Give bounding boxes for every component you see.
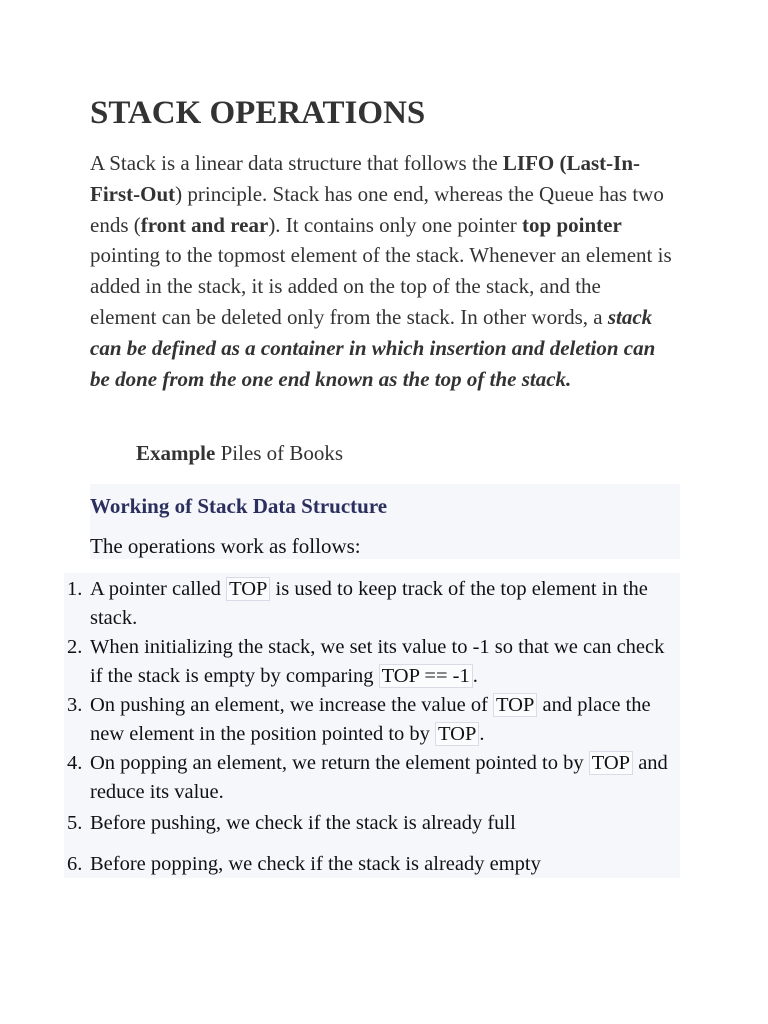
example-text: Piles of Books [215, 441, 344, 465]
step-text: When initializing the stack, we set its value to -1 so that we can check if the stack is empty by comparing [90, 636, 665, 687]
intro-text-3: ). It contains only one pointer [268, 212, 523, 237]
code-top: TOP [226, 577, 270, 601]
step-text: . [479, 723, 485, 745]
list-number: 3. [67, 694, 83, 716]
code-top: TOP [589, 751, 633, 775]
working-section [90, 484, 680, 559]
intro-text-2: ) principle. Stack has one end, whereas the Queue has two ends ( [90, 181, 664, 237]
list-item [64, 575, 680, 633]
step-text: is used to keep track of the top element in the stack. [90, 578, 648, 629]
stack-definition: stack can be defined as a container in which insertion and deletion can be done from the one end known as the top of the stack. [90, 304, 656, 391]
code-top: TOP [435, 722, 479, 746]
top-pointer-term: top pointer [522, 212, 622, 237]
lifo-term: LIFO (Last-In-First-Out [90, 151, 640, 206]
working-subtitle: The operations work as follows: [90, 534, 361, 558]
front-rear-term: front and rear [140, 212, 269, 237]
list-number: 6. [67, 853, 83, 875]
code-top: TOP [493, 693, 537, 717]
page-title: STACK OPERATIONS [90, 95, 426, 131]
working-heading: Working of Stack Data Structure [90, 494, 388, 518]
step-text: and reduce its value. [90, 752, 668, 803]
steps-section [64, 573, 680, 878]
step-text: Before popping, we check if the stack is already empty [90, 853, 541, 875]
example-line [136, 438, 343, 468]
list-item [64, 633, 680, 691]
intro-paragraph [90, 148, 672, 394]
step-text: On popping an element, we return the element pointed to by [90, 752, 589, 774]
intro-text-1: A Stack is a linear data structure that follows the [90, 151, 503, 175]
list-number: 2. [67, 636, 83, 658]
list-number: 4. [67, 752, 83, 774]
step-text: . [472, 665, 478, 687]
step-text: Before pushing, we check if the stack is already full [90, 812, 516, 834]
step-text: A pointer called [90, 578, 227, 600]
list-number: 5. [67, 812, 83, 834]
example-label: Example [136, 441, 216, 465]
list-number: 1. [67, 578, 83, 600]
step-text: and place the new element in the position pointed to by [90, 694, 651, 745]
step-text: On pushing an element, we increase the value of [90, 694, 494, 716]
list-item [64, 749, 680, 807]
list-item [64, 691, 680, 749]
list-item [64, 809, 680, 838]
intro-text-4: pointing to the topmost element of the stack. Whenever an element is added in the stack, it is added on the top of the stack, and the element can be deleted only from the stack. In other words, a [90, 243, 672, 329]
list-item [64, 850, 680, 879]
code-top-equals: TOP == -1 [379, 664, 473, 688]
